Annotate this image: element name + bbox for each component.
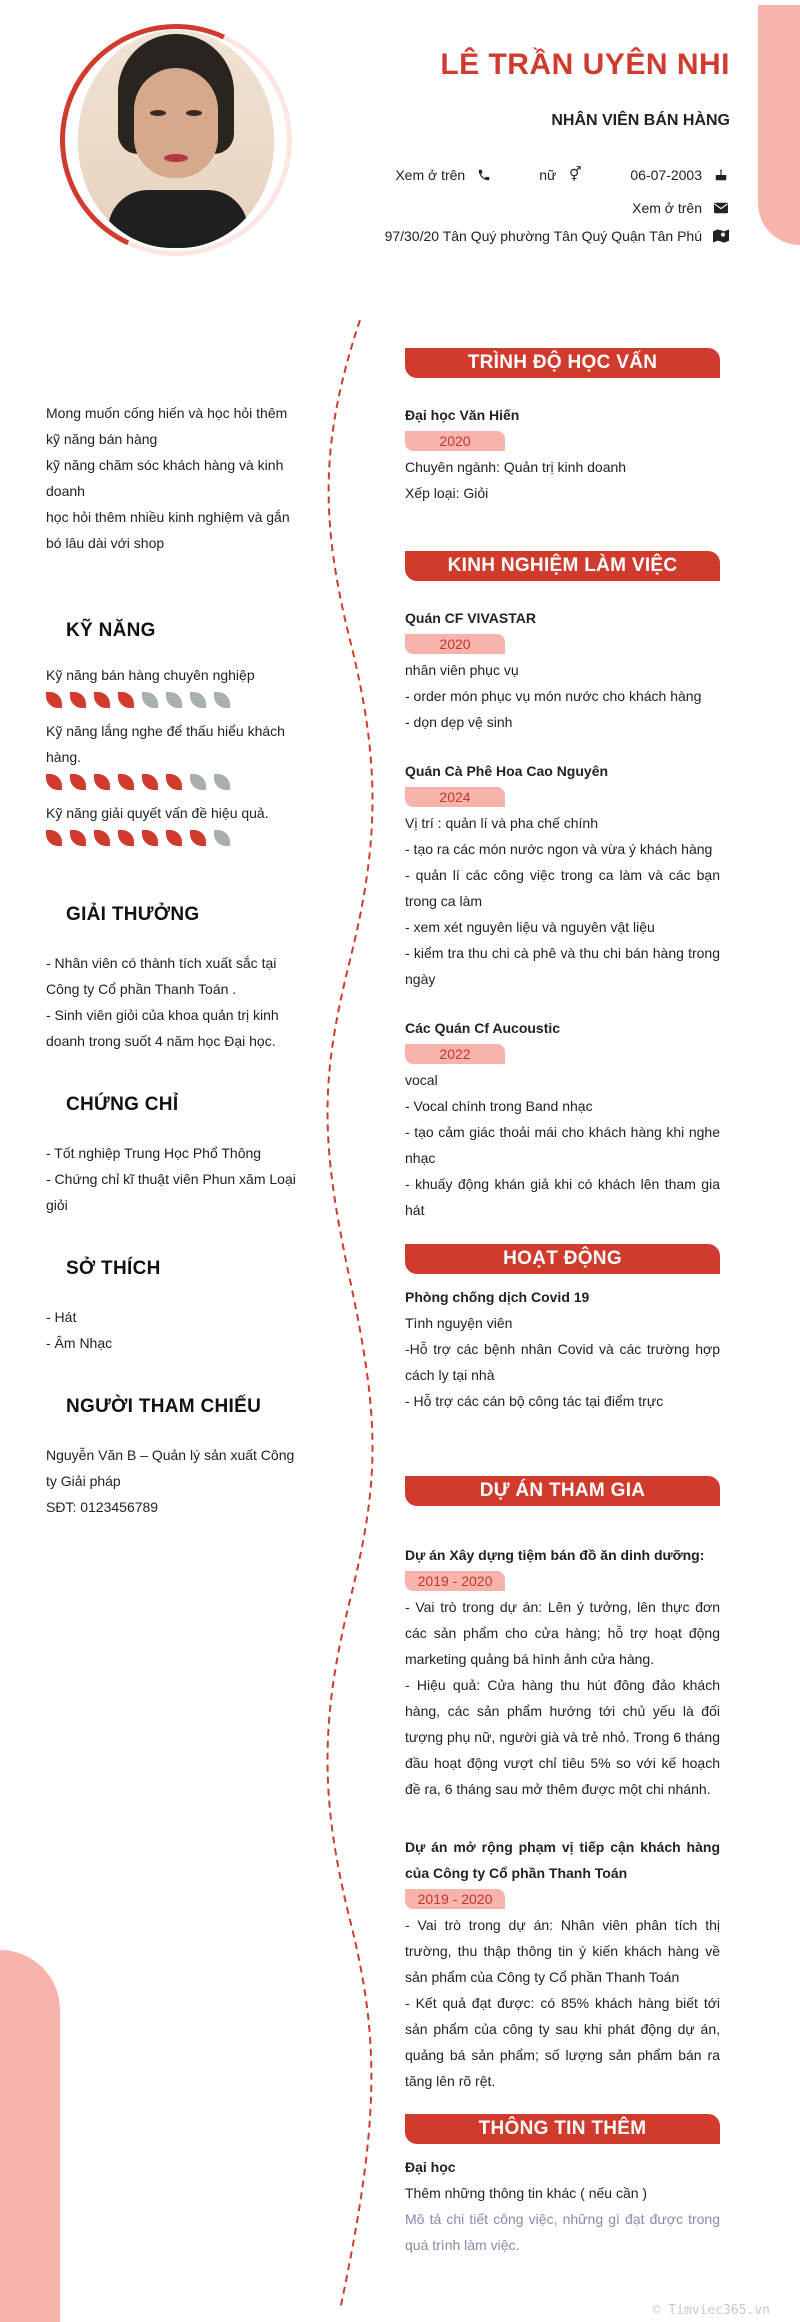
year-pill: 2020 <box>405 634 505 654</box>
rating-leaf-empty <box>142 692 158 708</box>
more-info-heading: Đại học <box>405 2159 456 2175</box>
hobbies-section <box>46 1304 296 1356</box>
profile-header <box>440 48 730 130</box>
objective-line: kỹ năng chăm sóc khách hàng và kinh doanh <box>46 457 284 499</box>
project-name: Dự án mở rộng phạm vị tiếp cận khách hàng của Công ty Cổ phần Thanh Toán <box>405 1839 720 1881</box>
reference-item: SĐT: 0123456789 <box>46 1499 159 1515</box>
job-line: - quản lí các công việc trong ca làm và các bạn trong ca làm <box>405 867 720 909</box>
project-line: - Hiệu quả: Cửa hàng thu hút đông đảo khách hàng, các sản phẩm hướng tới chủ yếu là đối tượng phụ nữ, người già và trẻ nhỏ. Trong 6 tháng đầu hoạt động vượt chỉ tiêu 5% so với kế hoạch đề ra, 6 tháng sau mở thêm được một chi nhánh. <box>405 1677 720 1797</box>
more-info-line: Thêm những thông tin khác ( nếu cần ) <box>405 2185 648 2201</box>
rating-leaf-filled <box>118 774 134 790</box>
hobby-item: - Hát <box>46 1309 77 1325</box>
certificate-item: - Tốt nghiệp Trung Học Phổ Thông <box>46 1145 262 1161</box>
rating-leaf-filled <box>118 830 134 846</box>
candidate-name: LÊ TRẦN UYÊN NHI <box>440 48 730 81</box>
activities-banner: HOẠT ĐỘNG <box>405 1244 720 1274</box>
company-name: Quán Cà Phê Hoa Cao Nguyên <box>405 763 609 779</box>
objective-section <box>46 400 296 556</box>
job-line: - kiểm tra thu chi cà phê và thu chi bán hàng trong ngày <box>405 945 720 987</box>
rating-leaf-empty <box>214 830 230 846</box>
contact-row-1 <box>395 166 730 183</box>
rating-leaf-filled <box>166 830 182 846</box>
skill-name: Kỹ năng bán hàng chuyên nghiệp <box>46 667 255 683</box>
year-pill: 2022 <box>405 1044 505 1064</box>
job-line: nhân viên phục vụ <box>405 662 519 678</box>
rating-leaf-filled <box>94 692 110 708</box>
project-line: - Vai trò trong dự án: Nhân viên phân tích thị trường, thu thập thông tin ý kiến khách hàng về sản phẩm của Công ty Cổ phần Thanh Toán <box>405 1917 720 1985</box>
contact-row-2 <box>632 200 730 216</box>
skill-name: Kỹ năng lắng nghe để thấu hiểu khách hàng. <box>46 723 285 765</box>
contact-row-3 <box>385 228 730 244</box>
company-name: Quán CF VIVASTAR <box>405 610 536 626</box>
year-pill: 2019 - 2020 <box>405 1889 505 1909</box>
phone-icon <box>475 168 493 182</box>
project-line: - Kết quả đạt được: có 85% khách hàng biết tới sản phẩm của công ty sau khi phát động dự án, quảng bá sản phẩm; số lượng sản phẩm bán ra tăng lên rõ rệt. <box>405 1995 720 2089</box>
timeline-wave-line <box>320 320 380 2310</box>
reference-item: Nguyễn Văn B – Quản lý sản xuất Công ty Giải pháp <box>46 1447 295 1489</box>
project-2 <box>405 1834 720 2094</box>
rating-leaf-filled <box>190 830 206 846</box>
job-line: vocal <box>405 1072 438 1088</box>
company-name: Các Quán Cf Aucoustic <box>405 1020 561 1036</box>
rating-leaf-filled <box>46 830 62 846</box>
map-icon <box>712 229 730 243</box>
rating-leaf-empty <box>214 774 230 790</box>
certificates-heading: CHỨNG CHỈ <box>66 1094 179 1115</box>
award-item: - Sinh viên giỏi của khoa quản trị kinh doanh trong suốt 4 năm học Đại học. <box>46 1007 279 1049</box>
experience-banner: KINH NGHIỆM LÀM VIỆC <box>405 551 720 581</box>
phone-value: Xem ở trên <box>395 166 466 183</box>
objective-line: Mong muốn cống hiến và học hỏi thêm kỹ năng bán hàng <box>46 405 288 447</box>
education-banner: TRÌNH ĐỘ HỌC VẤN <box>405 348 720 378</box>
rating-leaf-empty <box>190 774 206 790</box>
certificates-section <box>46 1140 296 1218</box>
projects-banner: DỰ ÁN THAM GIA <box>405 1476 720 1506</box>
rating-leaf-filled <box>166 774 182 790</box>
decorative-side-shape <box>0 1950 60 2322</box>
activities-section <box>405 1284 720 1414</box>
skills-section <box>46 662 296 856</box>
email-value: Xem ở trên <box>632 200 702 216</box>
activity-org: Phòng chống dịch Covid 19 <box>405 1289 590 1305</box>
year-pill: 2019 - 2020 <box>405 1571 505 1591</box>
activity-line: -Hỗ trợ các bệnh nhân Covid và các trường hợp cách ly tại nhà <box>405 1341 720 1383</box>
rating-leaf-filled <box>142 830 158 846</box>
birthday-cake-icon <box>712 168 730 182</box>
project-name: Dự án Xây dựng tiệm bán đồ ăn dinh dưỡng: <box>405 1547 705 1563</box>
job-title: NHÂN VIÊN BÁN HÀNG <box>551 112 730 129</box>
skill-rating <box>46 692 296 708</box>
hobbies-heading: SỞ THÍCH <box>66 1258 161 1279</box>
birthday-value: 06-07-2003 <box>630 166 702 183</box>
more-info-banner: THÔNG TIN THÊM <box>405 2114 720 2144</box>
objective-line: học hỏi thêm nhiều kinh nghiệm và gắn bó lâu dài với shop <box>46 509 290 551</box>
rating-leaf-filled <box>94 830 110 846</box>
avatar <box>60 24 292 256</box>
project-1 <box>405 1542 720 1802</box>
award-item: - Nhân viên có thành tích xuất sắc tại Công ty Cổ phần Thanh Toán . <box>46 955 277 997</box>
more-info-section <box>405 2154 720 2258</box>
rating-leaf-empty <box>166 692 182 708</box>
education-section <box>405 402 720 506</box>
rating-leaf-filled <box>70 692 86 708</box>
decorative-corner-shape <box>758 5 800 245</box>
skills-heading: KỸ NĂNG <box>66 620 156 641</box>
rating-leaf-empty <box>214 692 230 708</box>
education-major: Chuyên ngành: Quản trị kinh doanh <box>405 459 627 475</box>
rating-leaf-filled <box>118 692 134 708</box>
more-info-muted: Mô tả chi tiết công việc, những gì đạt được trong quá trình làm việc. <box>405 2211 720 2253</box>
job-line: - order món phục vụ món nước cho khách hàng <box>405 688 702 704</box>
skill-name: Kỹ năng giải quyết vấn đề hiệu quả. <box>46 805 269 821</box>
references-heading: NGƯỜI THAM CHIẾU <box>66 1396 262 1417</box>
rating-leaf-filled <box>94 774 110 790</box>
year-pill: 2024 <box>405 787 505 807</box>
envelope-icon <box>712 202 730 214</box>
hobby-item: - Âm Nhạc <box>46 1335 113 1351</box>
address-value: 97/30/20 Tân Quý phường Tân Quý Quận Tân Phú <box>384 228 702 244</box>
job-line: - tạo cảm giác thoải mái cho khách hàng khi nghe nhạc <box>405 1124 720 1166</box>
gender-value: nữ <box>539 166 557 183</box>
awards-heading: GIẢI THƯỞNG <box>66 904 200 925</box>
rating-leaf-filled <box>46 774 62 790</box>
school-name: Đại học Văn Hiến <box>405 407 520 423</box>
references-section <box>46 1442 296 1520</box>
experience-job-2 <box>405 758 720 992</box>
rating-leaf-filled <box>70 830 86 846</box>
year-pill: 2020 <box>405 431 505 451</box>
job-line: - Vocal chính trong Band nhạc <box>405 1098 593 1114</box>
activity-line: Tình nguyện viên <box>405 1315 513 1331</box>
avatar-photo <box>78 30 274 248</box>
certificate-item: - Chứng chỉ kĩ thuật viên Phun xăm Loại giỏi <box>46 1171 296 1213</box>
job-line: - dọn dẹp vệ sinh <box>405 714 513 730</box>
rating-leaf-filled <box>46 692 62 708</box>
awards-section <box>46 950 296 1054</box>
job-line: - xem xét nguyên liệu và nguyên vật liệu <box>405 919 655 935</box>
rating-leaf-empty <box>190 692 206 708</box>
job-line: - khuấy động khán giả khi có khách lên tham gia hát <box>405 1176 720 1218</box>
rating-leaf-filled <box>142 774 158 790</box>
job-line: - tạo ra các món nước ngon và vừa ý khách hàng <box>405 841 713 857</box>
gender-icon: ⚥ <box>569 166 582 182</box>
rating-leaf-filled <box>70 774 86 790</box>
activity-line: - Hỗ trợ các cán bộ công tác tại điểm trực <box>405 1393 664 1409</box>
project-line: - Vai trò trong dự án: Lên ý tưởng, lên thực đơn các sản phẩm cho cửa hàng; hỗ trợ hoạt động marketing quảng bá hình ảnh cửa hàng. <box>405 1599 720 1667</box>
experience-job-1 <box>405 605 720 735</box>
job-line: Vị trí : quản lí và pha chế chính <box>405 815 599 831</box>
skill-rating <box>46 774 296 790</box>
skill-rating <box>46 830 296 846</box>
experience-job-3 <box>405 1015 720 1223</box>
education-rank: Xếp loại: Giỏi <box>405 485 489 501</box>
footer-watermark: © Timviec365.vn <box>652 2303 770 2318</box>
